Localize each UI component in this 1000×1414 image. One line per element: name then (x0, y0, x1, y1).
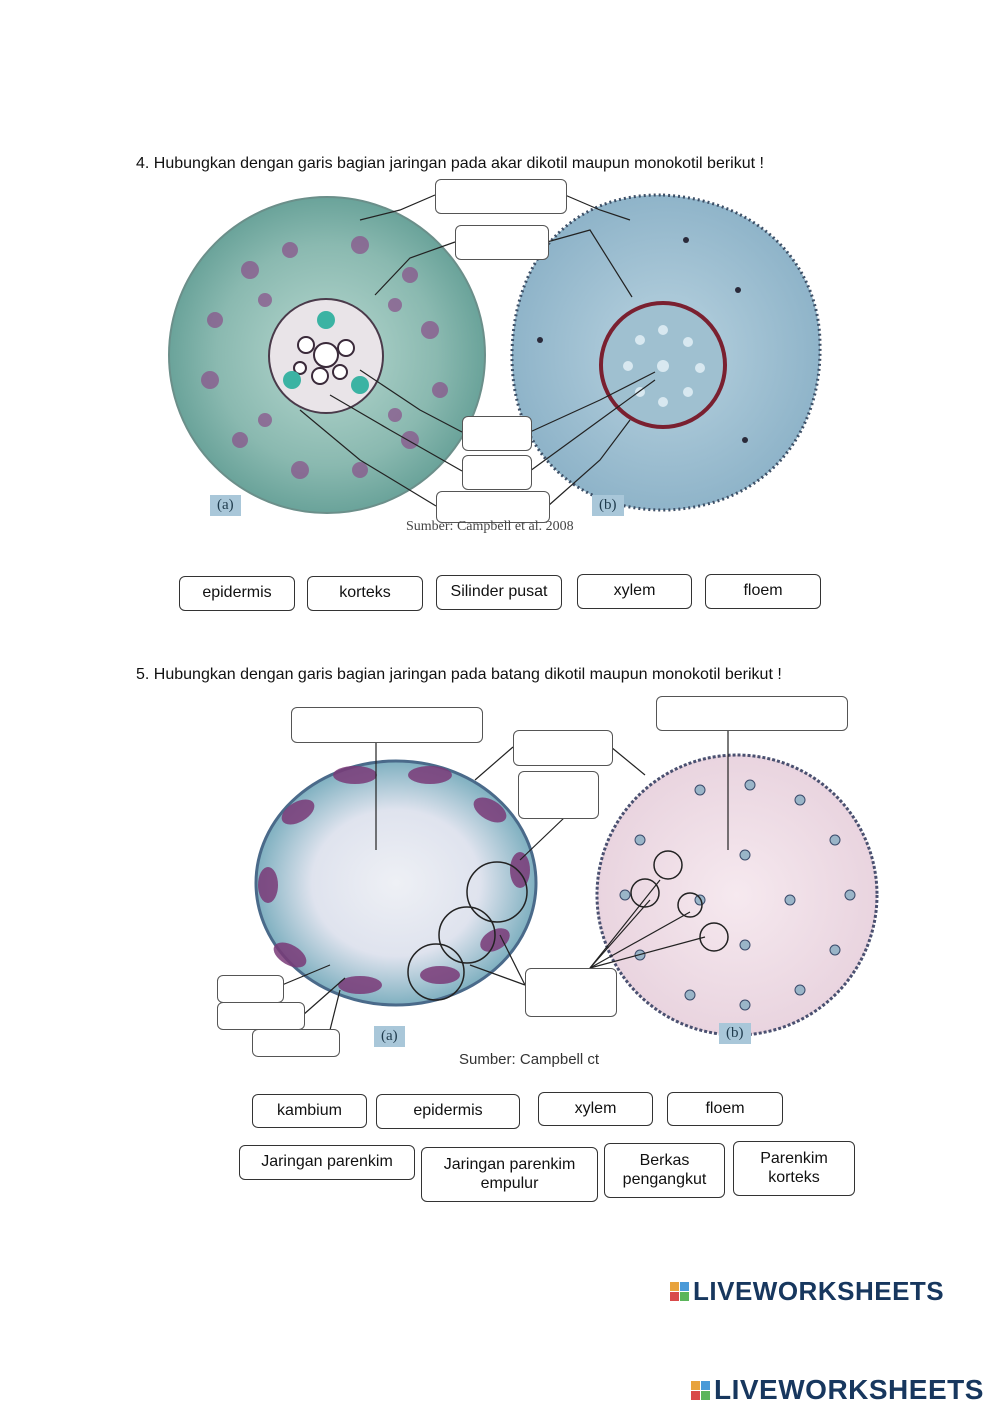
liveworksheets-icon (691, 1381, 710, 1400)
answer-box-q4-4[interactable] (462, 455, 532, 490)
brand-name: LIVEWORKSHEETS (714, 1374, 984, 1405)
figure-label-b: (b) (592, 495, 624, 516)
dicot-stem-image (256, 761, 536, 1005)
liveworksheets-logo (691, 1374, 984, 1406)
monocot-stem-image (597, 755, 877, 1035)
option-silinder-pusat[interactable]: Silinder pusat (436, 575, 562, 610)
option-parenkim-korteks[interactable]: Parenkim korteks (733, 1141, 855, 1196)
option-xylem[interactable]: xylem (538, 1092, 653, 1126)
option-epidermis[interactable]: epidermis (376, 1094, 520, 1129)
answer-box-q4-2[interactable] (455, 225, 549, 260)
liveworksheets-icon (670, 1282, 689, 1301)
source-caption: Sumber: Campbell et al. 2008 (406, 519, 574, 534)
answer-box-q5-3[interactable] (513, 730, 613, 766)
answer-box-q5-1[interactable] (291, 707, 483, 743)
option-floem[interactable]: floem (667, 1092, 783, 1126)
option-kambium[interactable]: kambium (252, 1094, 367, 1128)
liveworksheets-logo (670, 1276, 944, 1307)
option-jaringan-parenkim-empulur[interactable]: Jaringan parenkim empulur (421, 1147, 598, 1202)
answer-box-q5-2[interactable] (656, 696, 848, 731)
figure-label-a: (a) (374, 1026, 405, 1047)
option-floem[interactable]: floem (705, 574, 821, 609)
option-epidermis[interactable]: epidermis (179, 576, 295, 611)
answer-box-q5-4[interactable] (518, 771, 599, 819)
answer-box-q4-1[interactable] (435, 179, 567, 214)
question-4-text: 4. Hubungkan dengan garis bagian jaringan pada akar dikotil maupun monokotil berikut ! (136, 155, 764, 172)
answer-box-q5-5[interactable] (525, 968, 617, 1017)
option-xylem[interactable]: xylem (577, 574, 692, 609)
dicot-root-image (169, 197, 485, 513)
option-berkas-pengangkut[interactable]: Berkas pengangkut (604, 1143, 725, 1198)
brand-name: LIVEWORKSHEETS (693, 1276, 945, 1306)
figure-label-b: (b) (719, 1023, 751, 1044)
answer-box-q5-7[interactable] (217, 1002, 305, 1030)
answer-box-q5-6[interactable] (217, 975, 284, 1003)
source-caption: Sumber: Campbell ct (459, 1051, 600, 1068)
option-korteks[interactable]: korteks (307, 576, 423, 611)
figure-label-a: (a) (210, 495, 241, 516)
monocot-root-image (512, 195, 820, 510)
answer-box-q4-3[interactable] (462, 416, 532, 451)
answer-box-q5-8[interactable] (252, 1029, 340, 1057)
option-jaringan-parenkim[interactable]: Jaringan parenkim (239, 1145, 415, 1180)
question-5-text: 5. Hubungkan dengan garis bagian jaringan pada batang dikotil maupun monokotil berikut ! (136, 666, 782, 683)
